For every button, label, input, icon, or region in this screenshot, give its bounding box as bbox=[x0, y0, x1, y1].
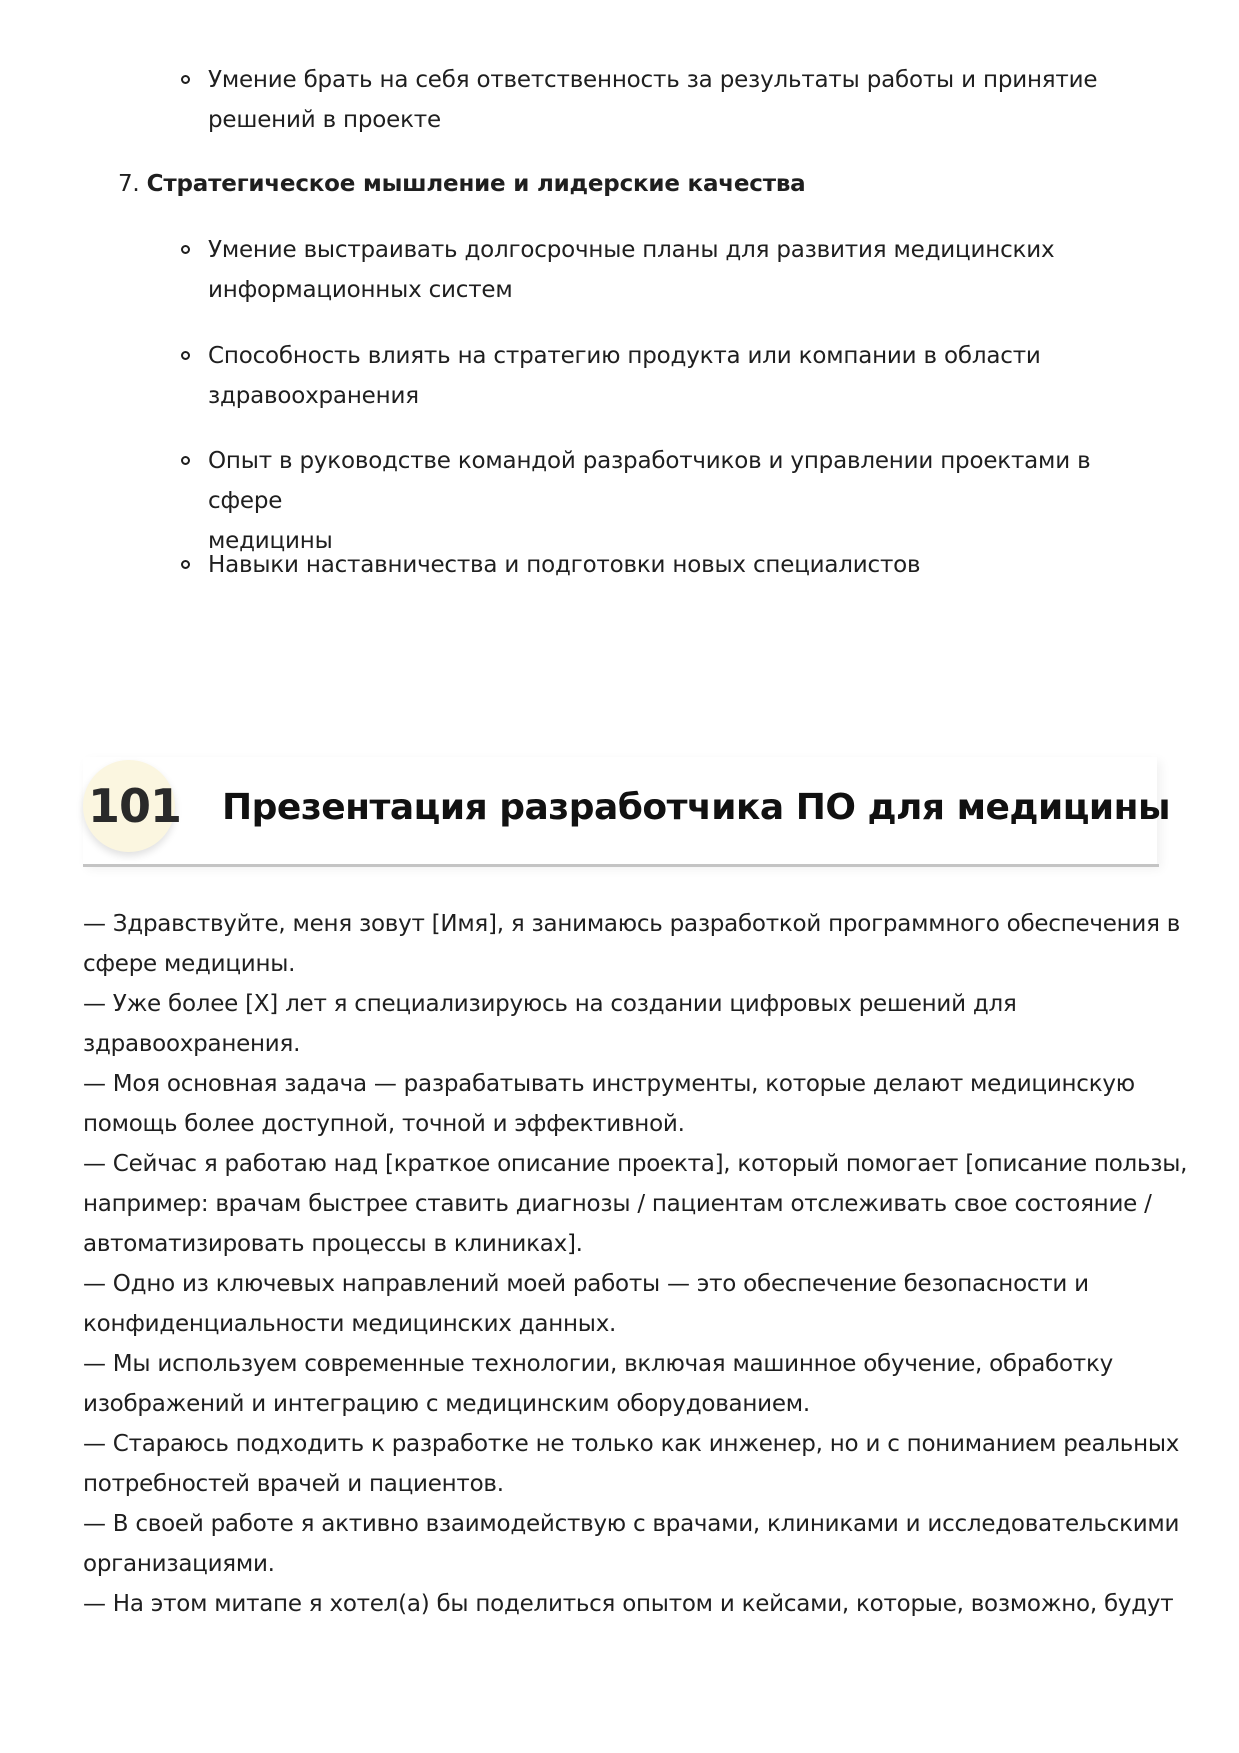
text-line: — Здравствуйте, меня зовут [Имя], я занимаюсь разработкой программного обеспечения в bbox=[83, 911, 1181, 937]
list-item-line: информационных систем bbox=[208, 277, 513, 303]
text-line: например: врачам быстрее ставить диагнозы / пациентам отслеживать свое состояние / bbox=[83, 1191, 1152, 1217]
text-line: — На этом митапе я хотел(а) бы поделиться опытом и кейсами, которые, возможно, будут bbox=[83, 1591, 1174, 1617]
list-item-line: Навыки наставничества и подготовки новых специалистов bbox=[208, 552, 921, 578]
text-line: потребностей врачей и пациентов. bbox=[83, 1471, 504, 1497]
list-item-line: медицины bbox=[208, 528, 333, 554]
text-line: — Сейчас я работаю над [краткое описание проекта], который помогает [описание пользы, bbox=[83, 1151, 1188, 1177]
circle-bullet-icon bbox=[181, 75, 190, 84]
circle-bullet-icon bbox=[181, 456, 190, 465]
section-number: 101 bbox=[88, 779, 182, 833]
list-item bbox=[208, 336, 1158, 416]
text-line: автоматизировать процессы в клиниках]. bbox=[83, 1231, 583, 1257]
text-line: организациями. bbox=[83, 1551, 275, 1577]
list-item-line: здравоохранения bbox=[208, 383, 419, 409]
text-line: — Мы используем современные технологии, включая машинное обучение, обработку bbox=[83, 1351, 1113, 1377]
speech-text bbox=[83, 904, 1188, 1624]
text-line: изображений и интеграцию с медицинским оборудованием. bbox=[83, 1391, 810, 1417]
section-title: Презентация разработчика ПО для медицины bbox=[222, 787, 1171, 828]
text-line: — Моя основная задача — разрабатывать инструменты, которые делают медицинскую bbox=[83, 1071, 1135, 1097]
section-divider bbox=[83, 864, 1159, 867]
text-line: — Стараюсь подходить к разработке не только как инженер, но и с пониманием реальных bbox=[83, 1431, 1180, 1457]
list-item bbox=[208, 545, 1158, 585]
list-number: 7. bbox=[118, 171, 140, 197]
circle-bullet-icon bbox=[181, 560, 190, 569]
text-line: конфиденциальности медицинских данных. bbox=[83, 1311, 617, 1337]
list-item bbox=[208, 60, 1158, 140]
list-item bbox=[208, 441, 1158, 561]
list-item bbox=[208, 230, 1158, 310]
text-line: — Одно из ключевых направлений моей работы — это обеспечение безопасности и bbox=[83, 1271, 1089, 1297]
text-line: здравоохранения. bbox=[83, 1031, 301, 1057]
circle-bullet-icon bbox=[181, 351, 190, 360]
list-item-line: Способность влиять на стратегию продукта или компании в области bbox=[208, 343, 1041, 369]
circle-bullet-icon bbox=[181, 245, 190, 254]
list-item-line: Умение брать на себя ответственность за результаты работы и принятие bbox=[208, 67, 1098, 93]
text-line: — В своей работе я активно взаимодействую с врачами, клиниками и исследовательскими bbox=[83, 1511, 1180, 1537]
list-heading-title: Стратегическое мышление и лидерские качества bbox=[146, 171, 806, 197]
text-line: — Уже более [X] лет я специализируюсь на создании цифровых решений для bbox=[83, 991, 1017, 1017]
list-item-line: Умение выстраивать долгосрочные планы для развития медицинских bbox=[208, 237, 1055, 263]
text-line: помощь более доступной, точной и эффективной. bbox=[83, 1111, 685, 1137]
list-item-line: решений в проекте bbox=[208, 107, 441, 133]
numbered-list-heading bbox=[118, 164, 806, 204]
text-line: сфере медицины. bbox=[83, 951, 296, 977]
list-item-line: Опыт в руководстве командой разработчиков и управлении проектами в сфере bbox=[208, 448, 1091, 514]
